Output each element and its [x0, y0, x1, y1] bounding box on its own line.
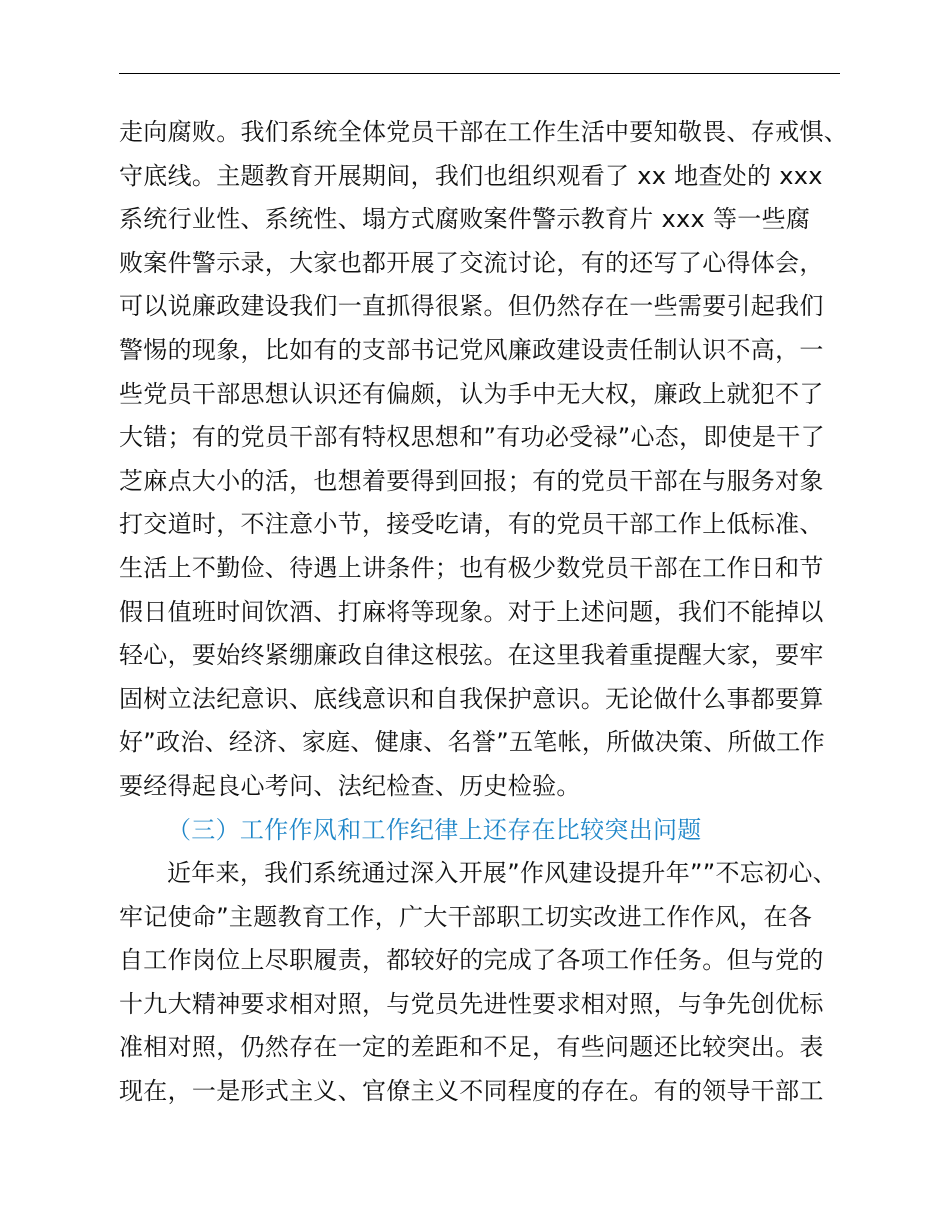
text-line: 芝麻点大小的活，也想着要得到回报；有的党员干部在与服务对象 [119, 466, 824, 495]
text-line: 走向腐败。我们系统全体党员干部在工作生活中要知敬畏、存戒惧、 [119, 118, 848, 146]
text-line: 败案件警示录，大家也都开展了交流讨论，有的还写了心得体会， [119, 248, 824, 277]
text-line: 自工作岗位上尽职履责，都较好的完成了各项工作任务。但与党的 [119, 946, 824, 975]
text-line: 些党员干部思想认识还有偏颇，认为手中无大权，廉政上就犯不了 [119, 379, 824, 408]
text-line: 牢记使命”主题教育工作，广大干部职工切实改进工作作风，在各 [119, 902, 813, 931]
text-line: 系统行业性、系统性、塌方式腐败案件警示教育片 xxx 等一些腐 [119, 205, 811, 234]
section-heading: （三）工作作风和工作纪律上还存在比较突出问题 [167, 815, 702, 844]
text-line: 十九大精神要求相对照，与党员先进性要求相对照，与争先创优标 [119, 989, 824, 1018]
text-line: 大错；有的党员干部有特权思想和”有功必受禄”心态，即使是干了 [119, 423, 825, 452]
text-line: 打交道时，不注意小节，接受吃请，有的党员干部工作上低标准、 [119, 510, 824, 539]
text-line: 近年来，我们系统通过深入开展”作风建设提升年””不忘初心、 [167, 859, 837, 888]
text-line: 现在，一是形式主义、官僚主义不同程度的存在。有的领导干部工 [119, 1077, 824, 1106]
text-line: 守底线。主题教育开展期间，我们也组织观看了 xx 地查处的 xxx [119, 161, 823, 190]
text-line: 生活上不勤俭、待遇上讲条件；也有极少数党员干部在工作日和节 [119, 553, 824, 582]
text-line: 固树立法纪意识、底线意识和自我保护意识。无论做什么事都要算 [119, 684, 824, 713]
document-body [119, 111, 848, 1114]
text-line: 轻心，要始终紧绷廉政自律这根弦。在这里我着重提醒大家，要牢 [119, 641, 824, 670]
paragraph-2 [119, 852, 840, 1114]
text-line: 假日值班时间饮酒、打麻将等现象。对于上述问题，我们不能掉以 [119, 597, 824, 626]
text-line: 准相对照，仍然存在一定的差距和不足，有些问题还比较突出。表 [119, 1033, 824, 1062]
text-line: 可以说廉政建设我们一直抓得很紧。但仍然存在一些需要引起我们 [119, 292, 824, 321]
text-line: 警惕的现象，比如有的支部书记党风廉政建设责任制认识不高，一 [119, 335, 824, 364]
text-line: 要经得起良心考问、法纪检查、历史检验。 [119, 771, 581, 800]
paragraph-1 [119, 111, 848, 809]
header-rule [119, 73, 840, 74]
text-line: 好”政治、经济、家庭、健康、名誉”五笔帐，所做决策、所做工作 [119, 728, 825, 757]
